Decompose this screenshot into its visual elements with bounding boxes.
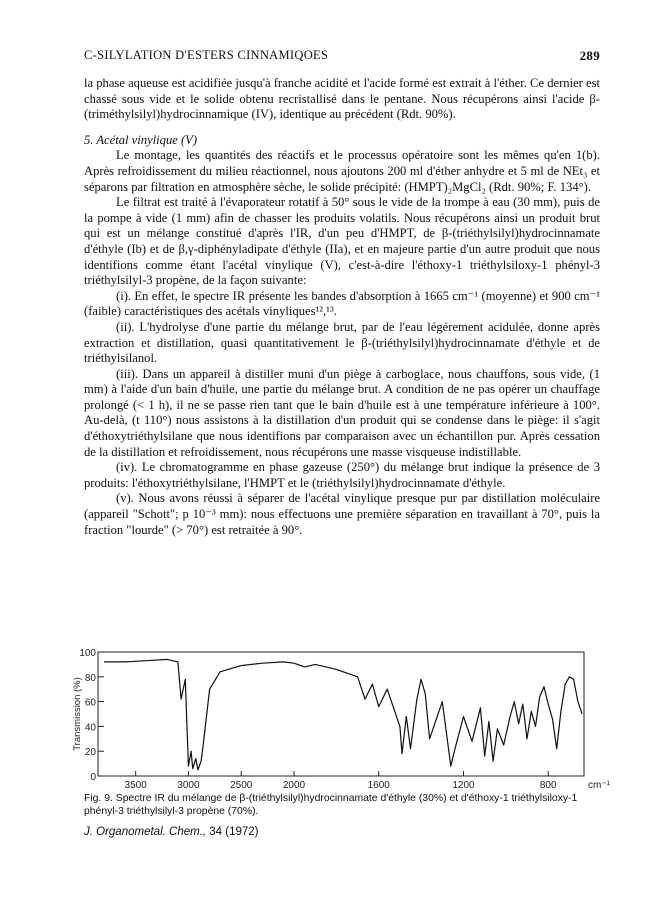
body-paragraph: (iv). Le chromatogramme en phase gazeuse (250°) du mélange brut indique la présence de 3 produits: l'éthoxytriéthylsilane, l'HMPT et le (triéthylsilyl)hydrocinnamate d'éthyle. xyxy=(84,460,600,490)
body-paragraph: Le montage, les quantités des réactifs et le processus opératoire sont les mêmes qu'en 1(b). Après refroidissement du milieu réactionnel, nous ajoutons 200 ml d'éther anhydre et 5 ml de NEt₃ et séparons par filtration en atmosphère sèche, le solide précipité: (HMPT)₂MgCl₂ (Rdt. 90%; F. 134°). xyxy=(84,148,600,194)
y-tick-label: 100 xyxy=(79,648,96,659)
ir-spectrum-chart xyxy=(72,646,620,794)
x-tick-label: 2500 xyxy=(230,780,253,791)
x-tick-label: 2000 xyxy=(282,780,306,791)
page-number: 289 xyxy=(579,48,600,63)
body-paragraph: (v). Nous avons réussi à séparer de l'acétal vinylique presque pur par distillation moléculaire (appareil "Schott"; p 10⁻³ mm): nous effectuons une première séparation en travaillant à 70°, puis la fraction "lourde" (> 70°) est retraitée à 90°. xyxy=(84,491,600,537)
ir-spectrum-figure xyxy=(72,646,620,794)
x-tick-label: 3000 xyxy=(177,780,200,791)
body-paragraph: (ii). L'hydrolyse d'une partie du mélange brut, par de l'eau légérement acidulée, donne après extraction et distillation, quasi quantitativement le β-(triéthylsilyl)hydrocinnamate d'éthyle et de triéthylsilanol. xyxy=(84,319,600,366)
body-paragraph: (iii). Dans un appareil à distiller muni d'un piège à carboglace, nous chauffons, sous vide, (1 mm) à l'aide d'un bain d'huile, une partie du mélange brut. A condition de ne pas opérer un chauffage prolongé (< 1 h), il ne se passe rien tant que le bain d'huile est à une température inférieure à 100°. Au-delà, (t 110°) nous assistons à la distillation d'un produit qui se condense dans le piège: il s'agit d'éthoxytriéthylsilane que nous identifions par comparaison avec un échantillon pur. Après cessation de la distillation et refroidissement, nous récupérons une masse visqueuse indistillable. xyxy=(84,366,600,459)
body-paragraph: la phase aqueuse est acidifiée jusqu'à franche acidité et l'acide formé est extrait à l'éther. Ce dernier est chassé sous vide et le solide obtenu recristallisé dans le pentane. Nous récupérons ainsi l'acide β-(triméthylsilyl)hydrocinnamique (IV), identique au précédent (Rdt. 90%). xyxy=(84,76,600,122)
y-tick-label: 80 xyxy=(84,672,96,684)
section-heading: 5. Acétal vinylique (V) xyxy=(84,132,198,147)
y-tick-label: 20 xyxy=(84,747,96,759)
journal-name: J. Organometal. Chem. xyxy=(84,826,203,838)
journal-volume: 34 (1972) xyxy=(209,826,259,838)
body-text xyxy=(84,76,600,538)
body-paragraph: (i). En effet, le spectre IR présente les bandes d'absorption à 1665 cm⁻¹ (moyenne) et 900 cm⁻¹ (faible) caractéristiques des acétals vinyliques¹²,¹³. xyxy=(84,288,600,319)
y-tick-label: 60 xyxy=(84,697,96,709)
body-paragraph: Le filtrat est traité à l'évaporateur rotatif à 50° sous le vide de la trompe à eau (30 mm), puis de la pompe à vide (1 mm) afin de chasser les produits volatils. Nous récupérons ainsi un produit brut qui est un mélange constitué d'après l'IR, d'un peu d'HMPT, de β-(triéthylsilyl)hydrocinnamate d'éthyle (Ib) et de β,γ-diphényladipate d'éthyle (IIa), et en majeure partie d'un autre produit que nous identifions comme étant l'acétal vinylique (V), c'est-à-dire l'éthoxy-1 triéthylsiloxy-1 phényl-3 triéthylsilyl-3 propène, de la façon suivante: xyxy=(84,195,600,288)
x-axis-unit-label: cm⁻¹ xyxy=(588,780,610,791)
journal-footer: J. Organometal. Chem., 34 (1972) xyxy=(84,826,259,838)
y-tick-label: 0 xyxy=(90,772,96,783)
spectrum-trace xyxy=(104,659,582,769)
y-axis-label: Transmission (%) xyxy=(72,677,83,751)
x-tick-label: 1200 xyxy=(452,780,475,791)
y-tick-label: 40 xyxy=(84,722,96,734)
x-tick-label: 1600 xyxy=(367,780,390,791)
running-header xyxy=(84,48,600,66)
running-title: C-SILYLATION D'ESTERS CINNAMIQOES xyxy=(84,48,329,62)
figure-caption: Fig. 9. Spectre IR du mélange de β-(triéthylsilyl)hydrocinnamate d'éthyle (30%) et d'éthoxy-1 triéthylsiloxy-1 phényl-3 triéthylsilyl-3 propène (70%). xyxy=(84,793,578,817)
x-tick-label: 800 xyxy=(539,780,557,791)
x-tick-label: 3500 xyxy=(124,780,147,791)
